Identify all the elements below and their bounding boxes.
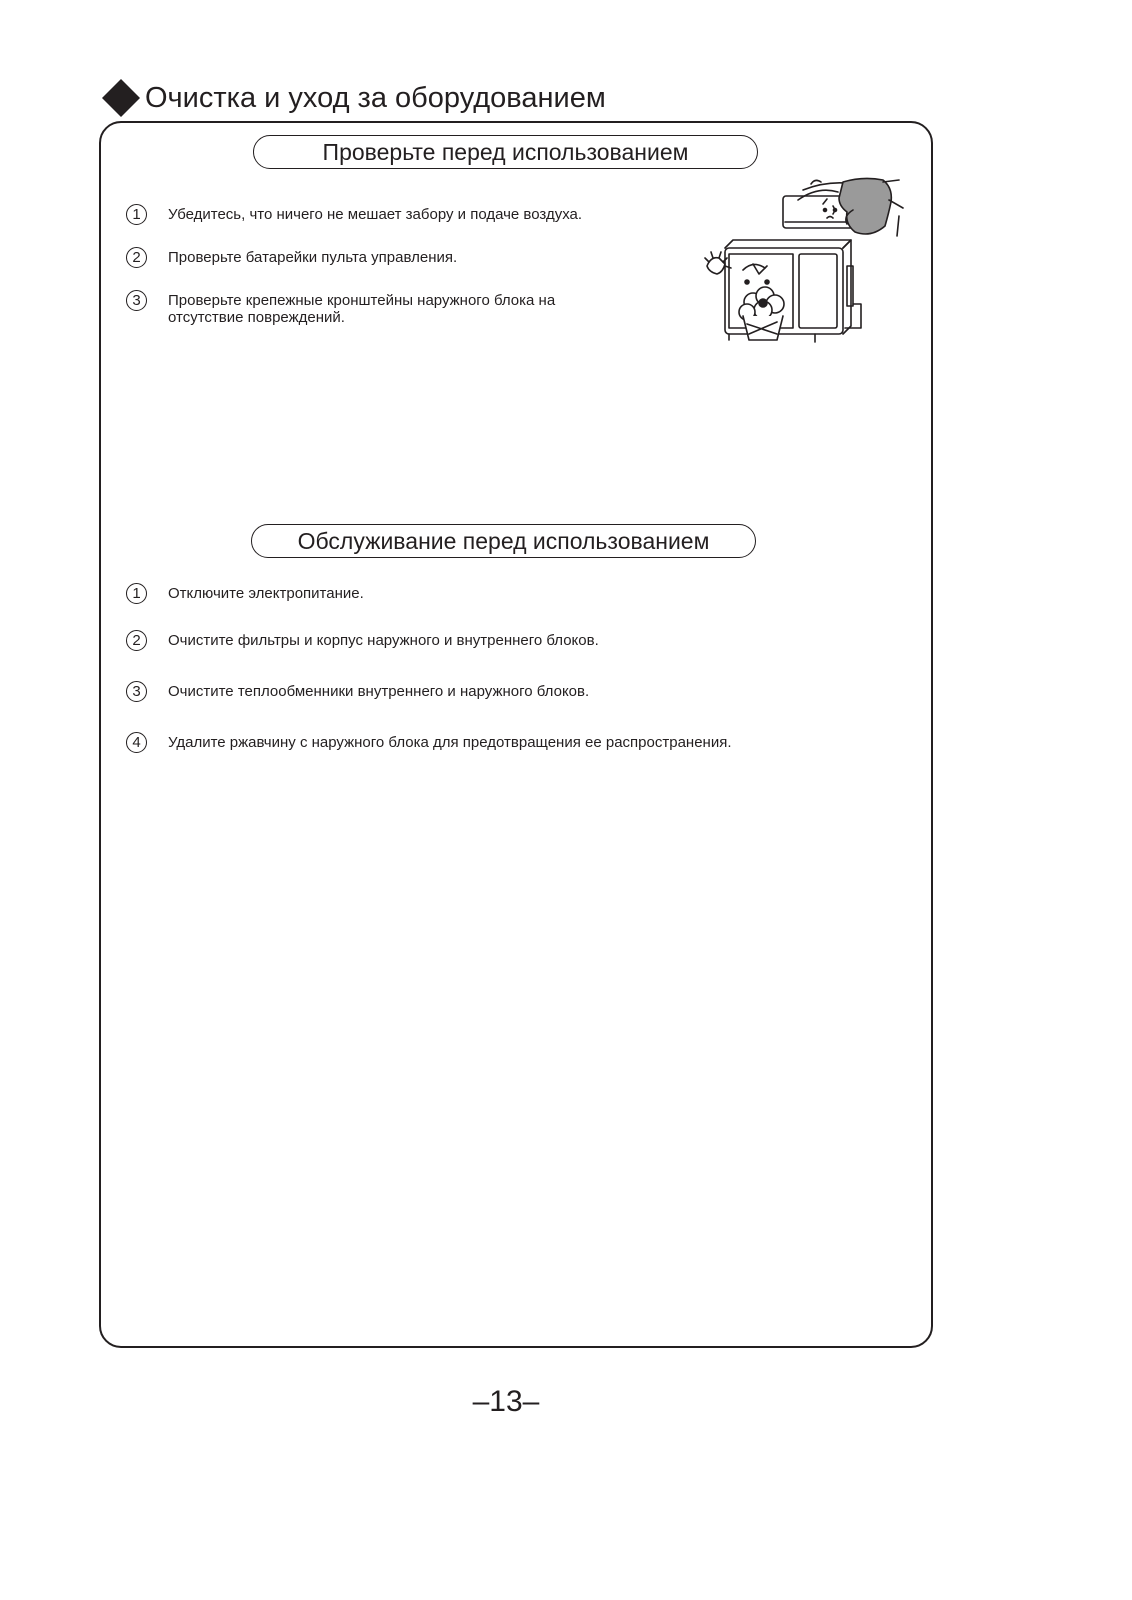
air-conditioner-units-illustration	[703, 170, 933, 360]
item-number: 1	[126, 204, 147, 225]
maintenance-item-2	[126, 630, 599, 651]
section-title-maintenance: Обслуживание перед использованием	[251, 524, 756, 558]
item-text-line-1: Проверьте крепежные кронштейны наружного блока на	[168, 292, 556, 309]
check-item-3	[126, 290, 555, 326]
section-title-check: Проверьте перед использованием	[253, 135, 758, 169]
page-number: –13–	[472, 1385, 540, 1418]
item-text-line-2: отсутствие повреждений.	[168, 309, 345, 326]
item-text: Удалите ржавчину с наружного блока для предотвращения ее распространения.	[168, 734, 732, 751]
item-text: Очистите фильтры и корпус наружного и внутреннего блоков.	[168, 632, 599, 649]
item-text	[168, 292, 555, 326]
page-heading	[101, 78, 606, 118]
item-text: Отключите электропитание.	[168, 585, 364, 602]
page-title: Очистка и уход за оборудованием	[145, 82, 606, 114]
item-number: 2	[126, 630, 147, 651]
maintenance-item-1	[126, 583, 364, 604]
item-number: 3	[126, 681, 147, 702]
item-text: Убедитесь, что ничего не мешает забору и подаче воздуха.	[168, 206, 583, 223]
diamond-bullet-icon	[101, 78, 141, 118]
item-number: 4	[126, 732, 147, 753]
maintenance-item-3	[126, 681, 589, 702]
item-text: Проверьте батарейки пульта управления.	[168, 249, 458, 266]
item-number: 2	[126, 247, 147, 268]
item-number: 1	[126, 583, 147, 604]
maintenance-item-4	[126, 732, 732, 753]
check-item-2	[126, 247, 457, 268]
item-text: Очистите теплообменники внутреннего и наружного блоков.	[168, 683, 590, 700]
item-number: 3	[126, 290, 147, 311]
check-item-1	[126, 204, 582, 225]
